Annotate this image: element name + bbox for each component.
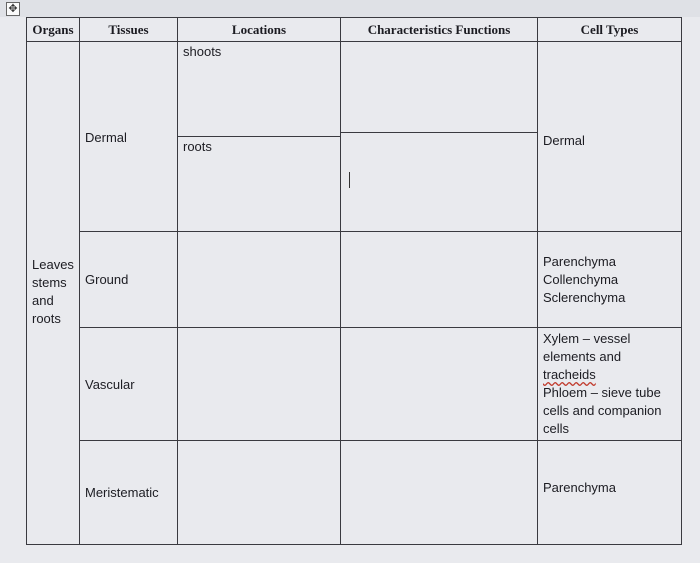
cell-type-line: Parenchyma: [543, 480, 616, 495]
tissue-cell-dermal[interactable]: [80, 42, 178, 232]
header-tissues: Tissues: [80, 18, 178, 42]
location-roots: roots: [183, 139, 212, 154]
table-move-handle-icon[interactable]: ✥: [6, 2, 20, 16]
location-shoots: shoots: [178, 42, 340, 137]
celltypes-cell-vascular[interactable]: [538, 328, 682, 441]
tissue-table: [26, 17, 682, 545]
tissue-cell-vascular[interactable]: [80, 328, 178, 441]
document-top-bar: [0, 0, 700, 17]
cell-type-line: Phloem – sieve tube: [543, 385, 661, 400]
characteristics-shoots-area[interactable]: [341, 42, 537, 133]
locations-cell-dermal[interactable]: [178, 42, 341, 232]
cell-type-line: Sclerenchyma: [543, 289, 626, 305]
cell-type-line: Collenchyma: [543, 271, 619, 287]
cell-type-line: tracheids: [543, 367, 596, 382]
celltypes-cell-dermal[interactable]: [538, 42, 682, 232]
cell-type-line: elements and: [543, 349, 622, 364]
table-row-vascular: [27, 328, 682, 441]
characteristics-cell-dermal[interactable]: [341, 42, 538, 232]
characteristics-cell-vascular[interactable]: [341, 328, 538, 441]
header-locations: Locations: [178, 18, 341, 42]
table-row-dermal: [27, 42, 682, 232]
header-cell-types: Cell Types: [538, 18, 682, 42]
locations-cell-meristematic[interactable]: [178, 441, 341, 545]
cell-type-line: cells and companion: [543, 403, 662, 418]
organs-cell[interactable]: [27, 42, 80, 545]
tissue-cell-meristematic[interactable]: [80, 441, 178, 545]
table-row-meristematic: [27, 441, 682, 545]
header-organs: Organs: [27, 18, 80, 42]
text-cursor: [349, 172, 350, 188]
locations-cell-ground[interactable]: [178, 232, 341, 328]
cell-type-line: cells: [543, 421, 570, 436]
locations-cell-vascular[interactable]: [178, 328, 341, 441]
celltypes-cell-ground[interactable]: [538, 232, 682, 328]
table-header-row: [27, 18, 682, 42]
tissue-cell-ground[interactable]: [80, 232, 178, 328]
tissue-label: Dermal: [85, 130, 127, 145]
celltypes-cell-meristematic[interactable]: [538, 441, 682, 545]
organ-line: and: [32, 293, 54, 308]
tissue-label: Ground: [85, 272, 129, 287]
tissue-label: Vascular: [85, 376, 135, 392]
characteristics-cell-ground[interactable]: [341, 232, 538, 328]
organ-line: roots: [32, 311, 61, 326]
table-row-ground: [27, 232, 682, 328]
organ-line: Leaves: [32, 257, 74, 272]
tissue-label: Meristematic: [85, 485, 159, 500]
cell-type-line: Dermal: [543, 133, 585, 148]
header-characteristics-functions: Characteristics Functions: [341, 18, 538, 42]
cell-type-line: Parenchyma: [543, 253, 616, 269]
organ-line: stems: [32, 275, 67, 290]
cell-type-line: Xylem – vessel: [543, 331, 631, 346]
characteristics-cell-meristematic[interactable]: [341, 441, 538, 545]
